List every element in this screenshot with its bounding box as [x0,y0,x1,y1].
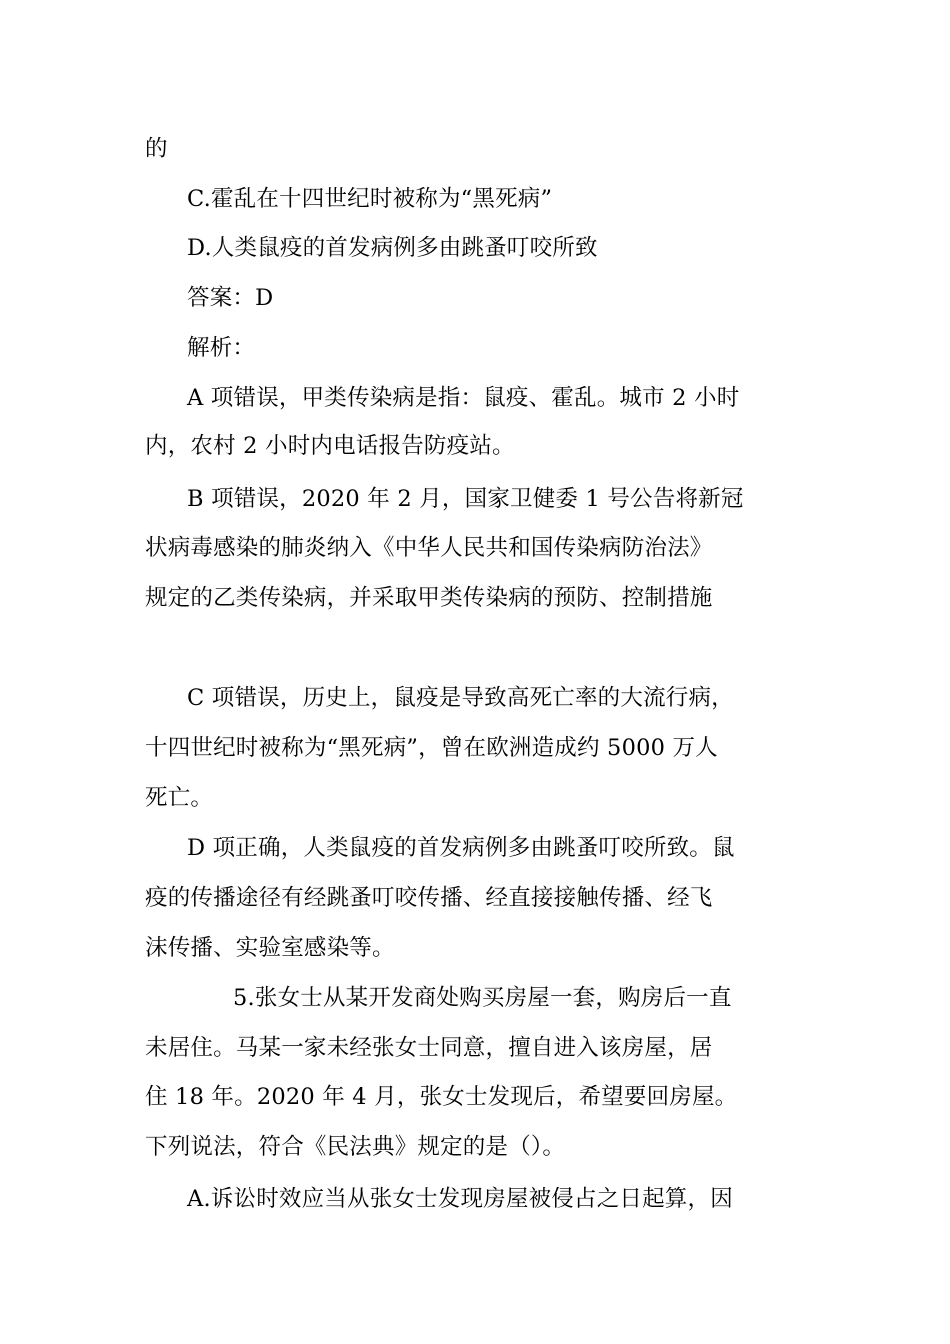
analysis-d-line-1: D 项正确，人类鼠疫的首发病例多由跳蚤叮咬所致。鼠 [187,835,735,861]
question-5-line-2: 未居住。马某一家未经张女士同意，擅自进入该房屋，居 [145,1035,713,1061]
question-5-line-1: 5.张女士从某开发商处购买房屋一套，购房后一直 [233,985,732,1011]
analysis-d-line-3: 沫传播、实验室感染等。 [145,935,395,961]
analysis-c-line-3: 死亡。 [145,785,214,811]
analysis-heading: 解析： [187,335,256,361]
question-5-line-4: 下列说法，符合《民法典》规定的是（）。 [145,1134,566,1160]
analysis-a-line-1: A 项错误，甲类传染病是指：鼠疫、霍乱。城市 2 小时 [187,385,740,411]
analysis-c-line-2: 十四世纪时被称为“黑死病”，曾在欧洲造成约 5000 万人 [145,735,718,761]
analysis-b-line-2: 状病毒感染的肺炎纳入《中华人民共和国传染病防治法》 [145,535,713,561]
text-line-continuation: 的 [145,136,168,162]
answer-line: 答案：D [187,285,274,311]
analysis-c-line-1: C 项错误，历史上，鼠疫是导致高死亡率的大流行病， [187,685,734,711]
question-5-option-a: A.诉讼时效应当从张女士发现房屋被侵占之日起算，因 [187,1186,733,1212]
analysis-b-line-1: B 项错误，2020 年 2 月，国家卫健委 1 号公告将新冠 [187,486,744,512]
analysis-d-line-2: 疫的传播途径有经跳蚤叮咬传播、经直接接触传播、经飞 [145,885,713,911]
analysis-a-line-2: 内，农村 2 小时内电话报告防疫站。 [145,433,515,459]
option-d: D.人类鼠疫的首发病例多由跳蚤叮咬所致 [187,235,598,261]
analysis-b-line-3: 规定的乙类传染病，并采取甲类传染病的预防、控制措施 [145,585,713,611]
question-5-line-3: 住 18 年。2020 年 4 月，张女士发现后，希望要回房屋。 [145,1084,738,1110]
option-c: C.霍乱在十四世纪时被称为“黑死病” [187,186,553,212]
